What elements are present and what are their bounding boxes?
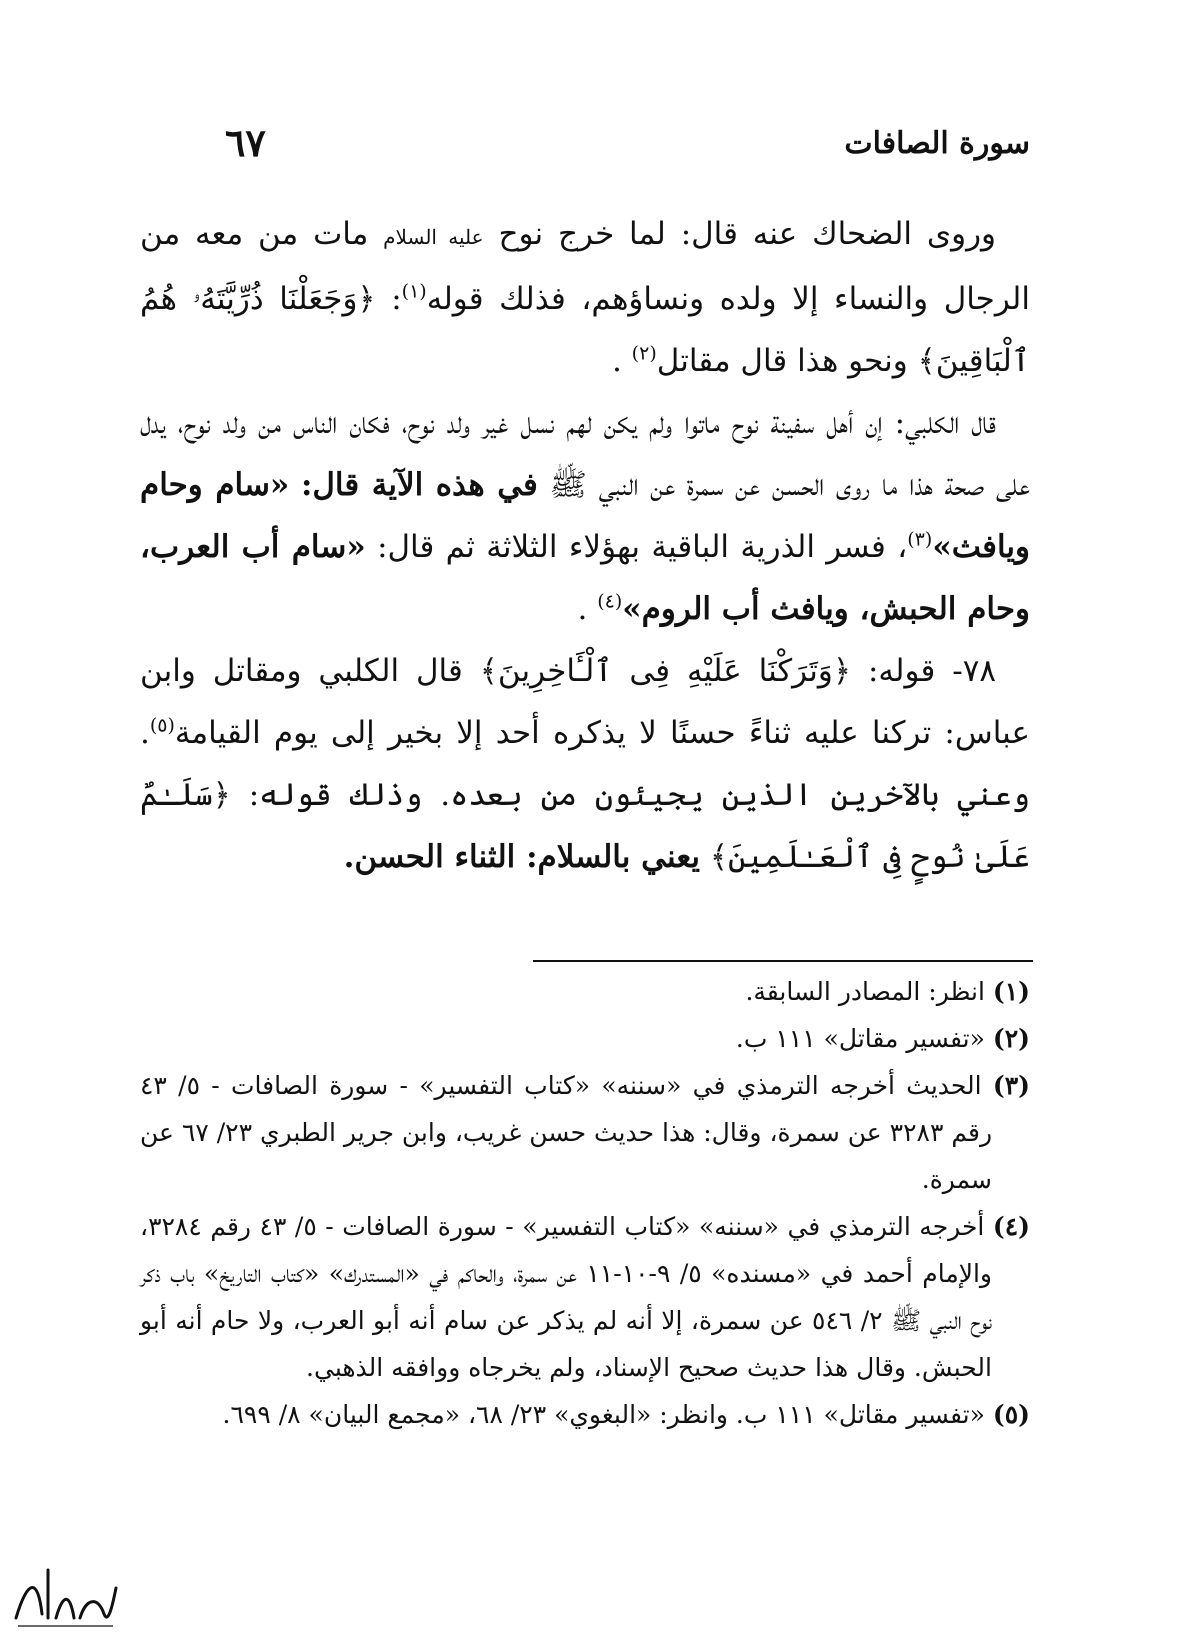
footnote-text: الحديث أخرجه الترمذي في «سننه» «كتاب التفسير» - سورة الصافات - ٥/ ٤٣ رقم ٣٢٨٣ عن سمرة، وقال: هذا حديث حسن غريب، وابن جرير الطبري ٢٣/ ٦٧ عن سمرة. — [140, 1071, 993, 1194]
text-run: قال الكلبي: إن أهل سفينة نوح ماتوا ولم يكن لهم نسل غير ولد نوح، فكان الناس من ولد نوح، يدل على صحة هذا ما روى الحسن عن سمرة عن النبي — [140, 405, 1031, 503]
text-run: ٧٨- قوله: — [867, 653, 997, 689]
footnote-number: (١) — [992, 977, 1030, 1006]
hadith-quote: «سام وحام ويافث» — [140, 467, 1030, 565]
quran-verse: ﴿وَجَعَلْنَا ذُرِّيَّتَهُۥ هُمُ ٱلْبَاقِينَ﴾ — [140, 281, 1030, 379]
footnote-ref-4[interactable]: (٤) — [597, 590, 623, 613]
text-run: ، فسر الذرية الباقية بهؤلاء الثلاثة ثم قال: — [377, 529, 908, 565]
text-run: مات من معه من الرجال والنساء إلا ولده ونساؤهم، فذلك قوله — [140, 216, 1030, 317]
footnote-number: (٣) — [992, 1071, 1031, 1100]
footnotes — [140, 968, 1030, 1438]
text-run: وروى الضحاك عنه قال: لما خرج نوح — [498, 216, 997, 252]
text-run: : — [391, 281, 402, 317]
footnote-3 — [140, 1062, 1030, 1203]
text-run: . — [577, 591, 588, 627]
page-header — [130, 118, 1030, 178]
main-text — [140, 203, 1030, 888]
footnote-separator — [533, 960, 1033, 962]
sura-title: سورة الصافات — [844, 126, 1030, 161]
text-run: ونحو هذا قال مقاتل — [656, 343, 908, 379]
footnote-ref-3[interactable]: (٣) — [907, 528, 933, 551]
publisher-logo — [8, 1548, 123, 1638]
footnote-text: أخرجه الترمذي في «سننه» «كتاب التفسير» - سورة الصافات - ٥/ ٤٣ رقم ٣٢٨٤، والإمام أحمد في «مسنده» ٥/ ٩-١٠-١١ عن سمرة، والحاكم في «المستدرك» «كتاب التاريخ» باب ذكر نوح النبي ﷺ ٢/ ٥٤٦ عن سمرة، إلا أنه لم يذكر عن سام أنه أبو العرب، ولا حام أنه أبو الحبش. وقال هذا حديث صحيح الإسناد، ولم يخرجاه ووافقه الذهبي. — [140, 1212, 993, 1382]
text-run: . — [611, 343, 622, 379]
quran-verse: ﴿وَتَرَكْنَا عَلَيْهِ فِى ٱلْـَٔاخِرِينَ﴾ — [479, 653, 852, 689]
paragraph-2 — [140, 392, 1030, 640]
text-run: . وعني بالآخرين الذين يجيئون من بعده. وذلك قوله: — [140, 715, 1030, 813]
footnote-ref-2[interactable]: (٢) — [631, 342, 657, 365]
footnote-1 — [140, 968, 1030, 1015]
hadith-quote: «سام أب العرب، وحام الحبش، ويافث أب الروم» — [140, 529, 1030, 627]
footnote-number: (٤) — [992, 1212, 1030, 1241]
footnote-2 — [140, 1015, 1030, 1062]
footnote-ref-1[interactable]: (١) — [401, 280, 427, 303]
text-run: قال الكلبي ومقاتل وابن عباس: تركنا عليه ثناءً حسنًا لا يذكره أحد إلا بخير إلى يوم القيامة — [140, 653, 1030, 751]
footnote-number: (٥) — [992, 1400, 1030, 1429]
text-run: يعني بالسلام: الثناء الحسن. — [343, 839, 700, 875]
paragraph-3 — [140, 640, 1030, 888]
footnote-5 — [140, 1391, 1030, 1438]
footnote-ref-5[interactable]: (٥) — [149, 714, 175, 737]
salawat-glyph: ﷺ — [549, 467, 587, 503]
footnote-4 — [140, 1203, 1030, 1391]
footnote-text: «تفسير مقاتل» ١١١ ب. — [735, 1024, 985, 1053]
salutation: عليه السلام — [383, 225, 484, 249]
paragraph-1 — [140, 203, 1030, 392]
quran-verse: ﴿سَلَـٰمٌ عَلَىٰ نُوحٍ فِى ٱلْعَـٰلَمِينَ﴾ — [140, 777, 1030, 875]
footnote-text: انظر: المصادر السابقة. — [745, 977, 985, 1006]
footnote-text: «تفسير مقاتل» ١١١ ب. وانظر: «البغوي» ٢٣/ ٦٨، «مجمع البيان» ٨/ ٦٩٩. — [222, 1400, 985, 1429]
footnote-number: (٢) — [992, 1024, 1030, 1053]
page-number: ٦٧ — [225, 120, 266, 165]
text-run: في هذه الآية قال: — [300, 467, 538, 503]
